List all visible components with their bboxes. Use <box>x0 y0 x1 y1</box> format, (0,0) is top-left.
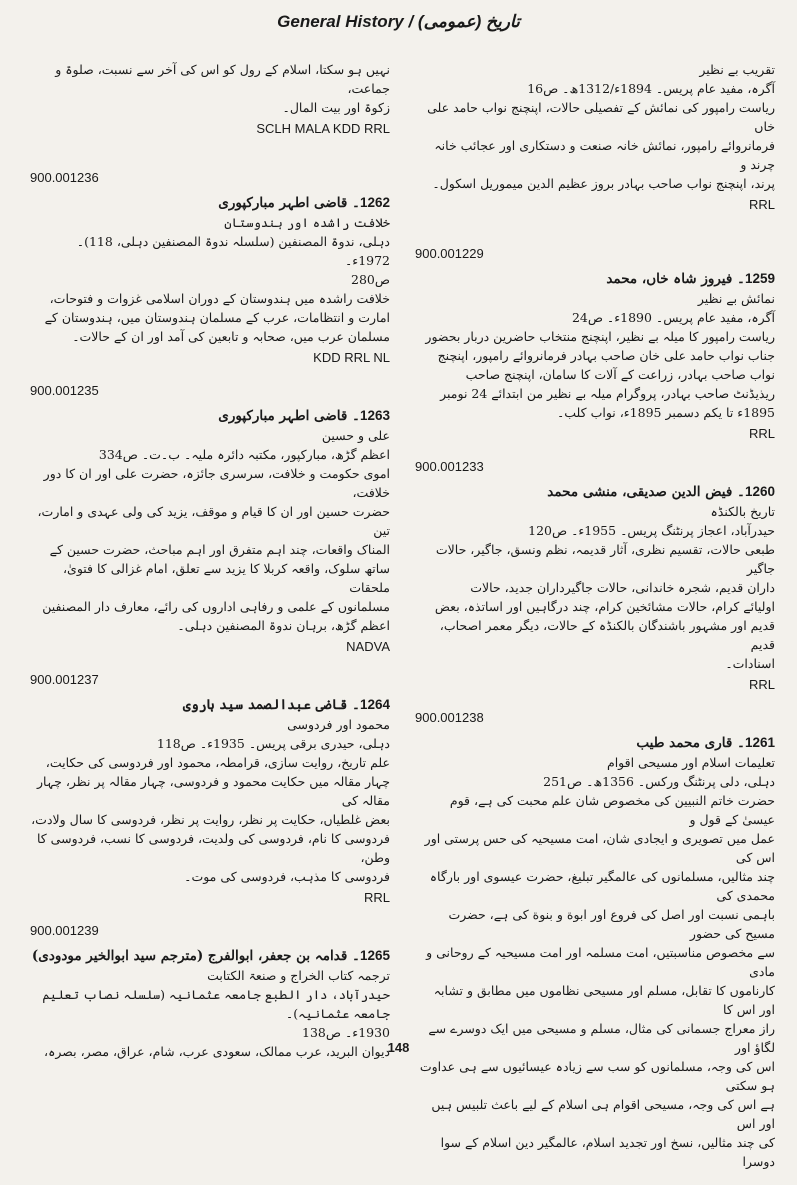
entry-text-line: کارناموں کا تقابل، مسلم اور مسیحی نظاموں میں مطابق و تشابہ اور اس کا <box>433 983 775 1017</box>
entry-text-line: طبعی حالات، تقسیم نظری، آثار قدیمہ، نظم ونسق، جاگیر، حالات جاگیر <box>435 542 775 576</box>
entry-number: 1259 <box>744 271 775 286</box>
accession-code: 900.001239 <box>30 923 99 938</box>
entry-text-line: ترجمہ کتاب الخراج و صنعۃ الکتابت <box>207 968 390 983</box>
library-codes: RRL <box>748 197 775 212</box>
entry-text-line: حضرت خاتم النبیین کی مخصوص شان علم محبت کی ہے، قوم عیسیٰ کے قول و <box>449 793 775 827</box>
entry-number: 1263 <box>359 408 390 423</box>
page-number: 148 <box>387 1040 410 1055</box>
entry-text-line: فردوسی کا مذہب، فردوسی کی موت۔ <box>184 869 390 884</box>
entry-text-line: باہمی نسبت اور اصل کی فروع اور ابوة و بنوة کی ہے، حضرت مسیح کی حضور <box>448 907 775 941</box>
entry-text-line: عمل میں تصویری و ایجادی شان، امت مسیحیہ کی حس پرستی اور اس کی <box>424 831 775 865</box>
page-header <box>0 12 797 32</box>
entry-text-line: آگرہ، مفید عام پریس۔ 1890ء۔ ص24 <box>571 310 775 325</box>
entry-text-line: کی چند مثالیں، نسخ اور تجدید اسلام، عالمگیر دین اسلام کے سوا دوسرا <box>440 1135 775 1169</box>
catalog-entry <box>30 168 390 367</box>
catalog-entry <box>415 708 775 1171</box>
catalog-entry <box>30 381 390 656</box>
entry-text-line: حضرت حسین اور ان کا قیام و موقف، یزید کی ولی عہدی و امارت، تین <box>37 504 390 538</box>
entry-text-line: راز معراج جسمانی کی مثال، مسلم و مسیحی میں ایک دوسرے سے لگاؤ اور <box>428 1021 775 1055</box>
entry-text-line: چند مثالیں، مسلمانوں کی عالمگیر تبلیغ، حضرت عیسوی اور بارگاہ محمدی کی <box>429 869 775 903</box>
entry-separator: ۔ <box>347 697 360 713</box>
entry-text-line: زکوۃ اور بیت المال۔ <box>282 100 390 115</box>
entry-text-line: دہلی، حیدری برقی پریس۔ 1935ء۔ ص118 <box>156 736 390 751</box>
header-title: General History / (تاریخ (عمومی <box>277 12 520 31</box>
entry-author: قاضی اطہر مبارکپوری <box>218 408 348 424</box>
accession-code: 900.001238 <box>415 710 484 725</box>
library-codes: RRL <box>748 426 775 441</box>
entry-text-line: المناک واقعات، چند اہم متفرق اور اہم مباحث، حضرت حسین کے <box>49 542 390 557</box>
entry-heading <box>415 269 775 289</box>
library-codes: SCLH MALA KDD RRL <box>256 121 390 136</box>
entry-separator: ۔ <box>347 408 360 424</box>
catalog-entry <box>415 457 775 694</box>
entry-heading <box>30 406 390 426</box>
entry-text-line: قدیم اور مشہور باشندگان بالکنڈہ کے حالات، دیگر معمر اصحاب، قدیم <box>439 618 775 652</box>
entry-text-line: داران قدیم، شجرہ خاندانی، حالات جاگیرداران جدید، حالات <box>470 580 775 595</box>
entry-author: قدامہ بن جعفر، ابوالفرج (مترجم سید ابوالخیر مودودی) <box>31 948 348 964</box>
entry-text-line: اعظم گڑھ، برہان ندوۃ المصنفین دہلی۔ <box>177 618 390 633</box>
entry-number: 1260 <box>744 484 775 499</box>
entry-text-line: اس کی وجہ، مسلمانوں کو سب سے زیادہ عیسائیوں سے ہی عداوت ہو سکتی <box>419 1059 775 1093</box>
entry-text-line: تاریخ بالکنڈہ <box>710 504 775 519</box>
entry-text-line: ریذیڈنٹ صاحب بہادر، پروگرام میلہ بے نظیر من ابتدائے 24 نومبر <box>440 386 775 401</box>
entry-text-line: اولیائے کرام، حالات مشائخین کرام، چند درگاہیں اور اساتذہ، بعض <box>434 599 775 614</box>
entry-text-line: نمائش بے نظیر <box>697 291 775 306</box>
entry-text-line: حیدرآباد، اعجاز پرنٹنگ پریس۔ 1955ء۔ ص120 <box>528 523 775 538</box>
entry-number: 1264 <box>359 697 390 712</box>
entry-text-line: محمود اور فردوسی <box>287 717 390 732</box>
entry-text-line: ریاست رامپور کا میلہ بے نظیر، اپنچنج منتخاب حاضرین دربار بحضور <box>425 329 775 344</box>
entry-text-line: ہے اس کی وجہ، مسیحی اقوام ہی اسلام کے لیے باعث تلبیس ہیں اور اس <box>431 1097 775 1131</box>
entry-text-line: خلافت راشدہ میں ہندوستان کے دوران اسلامی غزوات و فتوحات، <box>49 291 390 306</box>
entry-separator: ۔ <box>732 484 745 500</box>
entry-text-line: مسلمان عرب میں، صحابہ و تابعین کی آمد اور ان کے حالات۔ <box>72 329 390 344</box>
accession-code: 900.001235 <box>30 383 99 398</box>
entry-text-line: آگرہ، مفید عام پریس۔ 1894ء/1312ھ۔ ص16 <box>527 81 775 96</box>
entry-text-line: اعظم گڑھ، مبارکپور، مکتبہ دائرہ ملیہ۔ ب۔ت۔ ص334 <box>98 447 390 462</box>
entry-number: 1261 <box>744 735 775 750</box>
entry-author: قاضی عبدالصمد سید ہاروی <box>182 697 348 713</box>
entry-text-line: نواب صاحب بہادر، زراعت کے آلات کا سامان، اپنچنج صاحب <box>465 367 775 382</box>
entry-text-line: دہلی، ندوۃ المصنفین (سلسلہ ندوۃ المصنفین دہلی، 118)۔ 1972ء۔ <box>76 234 390 268</box>
entry-text-line: مسلمانوں کے علمی و رفاہی اداروں کی رائے، معارف دار المصنفین <box>42 599 390 614</box>
entry-text-line: تقریب بے نظیر <box>699 62 775 77</box>
library-codes: RRL <box>363 890 390 905</box>
entry-separator: ۔ <box>347 948 360 964</box>
catalog-entry <box>415 60 775 214</box>
entry-text-line: چہار مقالہ میں حکایت محمود و فردوسی، چہار مقالہ پر نظر، چہار مقالہ کی <box>37 774 390 808</box>
entry-heading <box>415 482 775 502</box>
accession-code: 900.001229 <box>415 246 484 261</box>
entry-text-line: دہلی، دلی پرنٹنگ ورکس۔ 1356ھ۔ ص251 <box>543 774 775 789</box>
entry-text-line: ساتھ سلوک، واقعہ کربلا کا یزید سے تعلق، امام غزالی کا فتویٰ، ملحقات <box>63 561 390 595</box>
right-column <box>415 60 775 1185</box>
library-codes: KDD RRL NL <box>313 350 390 365</box>
entry-heading <box>30 946 390 966</box>
entry-number: 1265 <box>359 948 390 963</box>
entry-heading <box>30 695 390 715</box>
entry-separator: ۔ <box>347 195 360 211</box>
entry-text-line: نہیں ہو سکتا، اسلام کے رول کو اس کی آخر سے نسبت، صلوۃ و جماعت، <box>55 62 390 96</box>
entry-text-line: سے مخصوص مناسبتیں، امت مسلمہ اور امت مسیحیہ کے روحانی و مادی <box>426 945 775 979</box>
entry-text-line: ریاست رامپور کی نمائش کے تفصیلی حالات، اپنچنج نواب حامد علی خاں <box>427 100 775 134</box>
accession-code: 900.001237 <box>30 672 99 687</box>
entry-heading <box>30 193 390 213</box>
accession-code: 900.001236 <box>30 170 99 185</box>
entry-number: 1262 <box>359 195 390 210</box>
entry-text-line: خلافت راشدہ اور ہندوستان <box>224 215 390 230</box>
catalog-entry <box>30 60 390 138</box>
catalog-entry <box>30 670 390 907</box>
entry-text-line: پرند، اپنچنج نواب صاحب بہادر بروز عظیم الدین میموریل اسکول۔ <box>432 176 775 191</box>
entry-separator: ۔ <box>732 735 745 751</box>
entry-text-line: فرمانروائے رامپور، نمائش خانہ صنعت و دستکاری اور عجائب خانہ چرند و <box>434 138 775 172</box>
entry-text-line: حیدرآباد، دار الطبع جامعہ عثمانیہ (سلسلہ نصاب تعلیم جامعہ عثمانیہ)۔ <box>42 987 390 1021</box>
entry-author: فیروز شاہ خاں، محمد <box>606 271 733 287</box>
left-column <box>30 60 390 1075</box>
library-codes: NADVA <box>346 639 390 654</box>
catalog-entry <box>415 244 775 443</box>
entry-author: قاضی اطہر مبارکپوری <box>218 195 348 211</box>
entry-text-line: علی و حسین <box>321 428 390 443</box>
accession-code: 900.001233 <box>415 459 484 474</box>
entry-text-line: امارت و انتظامات، عرب کے مسلمان ہندوستان میں، ہندوستان کے <box>44 310 390 325</box>
entry-text-line: دیوان البرید، عرب ممالک، سعودی عرب، شام، عراق، مصر، بصرہ، <box>44 1044 390 1059</box>
entry-text-line: تعلیمات اسلام اور مسیحی اقوام <box>606 755 775 770</box>
entry-text-line: علم تاریخ، روایت سازی، قرامطہ، محمود اور فردوسی کی حکایت، <box>45 755 390 770</box>
entry-author: قاری محمد طیب <box>636 735 733 751</box>
entry-text-line: اموی حکومت و خلافت، سرسری جائزہ، حضرت علی اور ان کا دور خلافت، <box>43 466 390 500</box>
entry-author: فیض الدین صدیقی، منشی محمد <box>547 484 733 500</box>
entry-heading <box>415 733 775 753</box>
entry-text-line: فردوسی کا نام، فردوسی کی ولدیت، فردوسی کا نسب، فردوسی کا وطن، <box>36 831 390 865</box>
entry-text-line: بعض غلطیاں، حکایت پر نظر، روایت پر نظر، فردوسی کا سال ولادت، <box>31 812 390 827</box>
entry-text-line: ص280 <box>351 272 390 287</box>
library-codes: RRL <box>748 677 775 692</box>
entry-text-line: 1930ء۔ ص138 <box>302 1025 390 1040</box>
entry-text-line: اسنادات۔ <box>725 656 775 671</box>
entry-separator: ۔ <box>732 271 745 287</box>
entry-text-line: جناب نواب حامد علی خان صاحب بہادر فرمانروائے رامپور، اپنچنج <box>437 348 775 363</box>
entry-text-line: 1895ء تا یکم دسمبر 1895ء، نواب کلب۔ <box>556 405 775 420</box>
